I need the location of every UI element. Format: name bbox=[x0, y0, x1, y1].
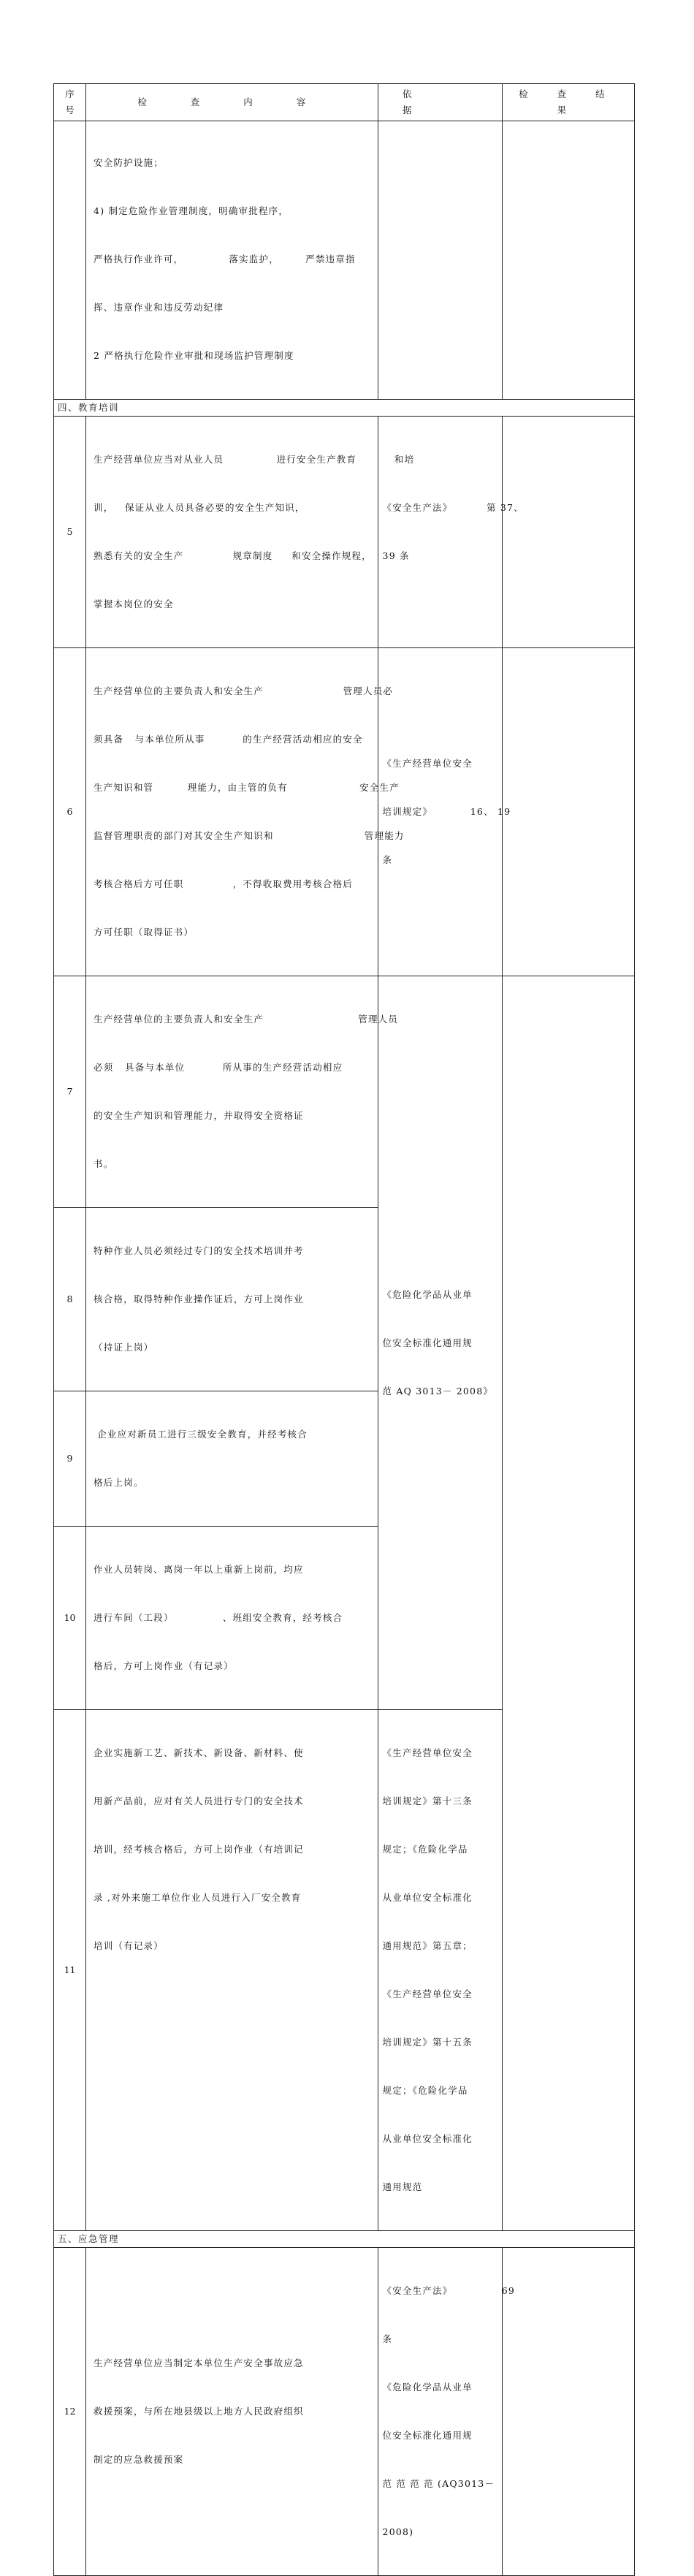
text-line: 掌握本岗位的安全 bbox=[94, 599, 174, 609]
content-cell bbox=[86, 2248, 378, 2576]
section-title: 五、应急管理 bbox=[54, 2231, 635, 2248]
content-cell bbox=[86, 648, 405, 976]
text-line: 2008) bbox=[382, 2526, 414, 2537]
text-line: 格后，方可上岗作业（有记录） bbox=[94, 1660, 234, 1671]
basis-cell bbox=[378, 2248, 516, 2576]
basis-cell-merged bbox=[378, 976, 502, 1710]
text-line: 制定的应急救援预案 bbox=[94, 2454, 184, 2465]
basis-cell bbox=[378, 1710, 502, 2231]
text-line: 从业单位安全标准化 bbox=[382, 2133, 473, 2144]
text-line: 4) 制定危险作业管理制度，明确审批程序， bbox=[94, 205, 289, 216]
content-cell bbox=[86, 121, 378, 400]
text-line: （持证上岗） bbox=[94, 1342, 154, 1353]
text-line: 格后上岗。 bbox=[94, 1477, 144, 1488]
text-line: 范 范 范 范 (AQ3013－ bbox=[382, 2478, 495, 2489]
text-line: 生产经营单位的主要负责人和安全生产 管理人员 bbox=[94, 1014, 399, 1025]
text-line: 方可任职（取得证书） bbox=[94, 927, 194, 938]
section-heading-row bbox=[54, 2231, 635, 2248]
text-line: 位安全标准化通用规 bbox=[382, 2430, 473, 2441]
content-cell bbox=[86, 1208, 378, 1391]
text-line: 生产经营单位的主要负责人和安全生产 管理人员必 bbox=[94, 685, 394, 696]
result-cell-merged bbox=[502, 976, 634, 2231]
text-line: 挥、违章作业和违反劳动纪律 bbox=[94, 302, 224, 313]
text-line: 培训规定》第十三条 bbox=[382, 1796, 473, 1806]
text-line: 用新产品前，应对有关人员进行专门的安全技术 bbox=[94, 1796, 304, 1806]
text-line: 培训，经考核合格后，方可上岗作业（有培训记 bbox=[94, 1844, 304, 1855]
text-line: 《危险化学品从业单 bbox=[382, 2382, 473, 2393]
text-line: 熟悉有关的安全生产 规章制度 和安全操作规程， bbox=[94, 550, 372, 561]
text-line: 企业实施新工艺、新技术、新设备、新材料、使 bbox=[94, 1747, 304, 1758]
text-line: 条 bbox=[382, 854, 393, 865]
basis-cell bbox=[378, 648, 511, 976]
table-row bbox=[54, 417, 635, 648]
text-line: 的安全生产知识和管理能力，并取得安全资格证 bbox=[94, 1110, 304, 1121]
text-line: 作业人员转岗、离岗一年以上重新上岗前，均应 bbox=[94, 1564, 304, 1575]
result-cell bbox=[502, 121, 634, 400]
content-cell bbox=[86, 976, 399, 1208]
header-result: 检 查 结 果 bbox=[502, 84, 634, 121]
table-row bbox=[54, 2248, 635, 2576]
text-line: 监督管理职责的部门对其安全生产知识和 管理能力 bbox=[94, 830, 405, 841]
text-line: 规定；《危险化学品 bbox=[382, 1844, 468, 1855]
text-line: 《生产经营单位安全 bbox=[382, 758, 473, 769]
text-line: 进行车间（工段） 、班组安全教育，经考核合 bbox=[94, 1612, 343, 1623]
table-row bbox=[54, 648, 635, 976]
row-number: 8 bbox=[54, 1208, 86, 1391]
text-line: 通用规范》第五章； bbox=[382, 1940, 473, 1951]
text-line: 生产经营单位应当制定本单位生产安全事故应急 bbox=[94, 2357, 304, 2368]
text-line: 通用规范 bbox=[382, 2181, 423, 2192]
section-heading-row bbox=[54, 400, 635, 417]
text-line: 生产经营单位应当对从业人员 进行安全生产教育 和培 bbox=[94, 454, 415, 465]
text-line: 从业单位安全标准化 bbox=[382, 1892, 473, 1903]
text-line: 《生产经营单位安全 bbox=[382, 1747, 473, 1758]
section-title: 四、教育培训 bbox=[54, 400, 635, 417]
basis-cell bbox=[378, 417, 524, 648]
text-line: 必须 具备与本单位 所从事的生产经营活动相应 bbox=[94, 1062, 343, 1073]
result-cell bbox=[502, 648, 634, 976]
table-header-row bbox=[54, 84, 635, 121]
text-line: 书。 bbox=[94, 1158, 114, 1169]
text-line: 条 bbox=[382, 2333, 393, 2344]
row-number: 5 bbox=[54, 417, 86, 648]
text-line: 培训规定》 16、 19 bbox=[382, 806, 511, 817]
result-cell bbox=[502, 417, 634, 648]
text-line: 企业应对新员工进行三级安全教育，并经考核合 bbox=[94, 1429, 308, 1440]
text-line: 核合格，取得特种作业操作证后，方可上岗作业 bbox=[94, 1293, 304, 1304]
text-line: 规定；《危险化学品 bbox=[382, 2085, 468, 2096]
text-line: 安全防护设施； bbox=[94, 157, 164, 168]
row-number: 7 bbox=[54, 976, 86, 1208]
row-number: 11 bbox=[54, 1710, 86, 2231]
text-line: 培训规定》第十五条 bbox=[382, 2037, 473, 2048]
text-line: 《安全生产法》 69 bbox=[382, 2285, 516, 2296]
text-line: 39 条 bbox=[382, 550, 410, 561]
text-line: 特种作业人员必须经过专门的安全技术培训并考 bbox=[94, 1245, 304, 1256]
text-line: 须具备 与本单位所从事 的生产经营活动相应的安全 bbox=[94, 734, 363, 745]
text-line: 范 AQ 3013－ 2008》 bbox=[382, 1385, 494, 1397]
table-row-continuation bbox=[54, 121, 635, 400]
row-number: 12 bbox=[54, 2248, 86, 2576]
result-cell bbox=[502, 2248, 634, 2576]
text-line: 2 严格执行危险作业审批和现场监护管理制度 bbox=[94, 350, 294, 361]
table-row bbox=[54, 976, 635, 1208]
row-number-empty bbox=[54, 121, 86, 400]
text-line: 考核合格后方可任职 ，不得收取费用考核合格后 bbox=[94, 878, 354, 889]
text-line: 严格执行作业许可， 落实监护， 严禁违章指 bbox=[94, 254, 356, 265]
text-line: 位安全标准化通用规 bbox=[382, 1337, 473, 1348]
basis-cell bbox=[378, 121, 502, 400]
content-cell bbox=[86, 1527, 378, 1710]
header-basis: 依 据 bbox=[378, 84, 502, 121]
row-number: 9 bbox=[54, 1391, 86, 1527]
row-number: 6 bbox=[54, 648, 86, 976]
content-cell bbox=[86, 1391, 378, 1527]
inspection-table bbox=[53, 83, 635, 2576]
text-line: 《生产经营单位安全 bbox=[382, 1988, 473, 1999]
text-line: 训， 保证从业人员具备必要的安全生产知识， bbox=[94, 502, 305, 513]
text-line: 培训（有记录） bbox=[94, 1940, 164, 1951]
text-line: 生产知识和管 理能力，由主管的负有 安全生产 bbox=[94, 782, 400, 793]
text-line: 救援预案，与所在地县级以上地方人民政府组织 bbox=[94, 2406, 304, 2417]
text-line: 《危险化学品从业单 bbox=[382, 1288, 473, 1300]
header-content: 检 查 内 容 bbox=[86, 84, 378, 121]
row-number: 10 bbox=[54, 1527, 86, 1710]
header-no: 序 号 bbox=[54, 84, 86, 121]
text-line: 录 ,对外来施工单位作业人员进行入厂安全教育 bbox=[94, 1892, 302, 1903]
content-cell bbox=[86, 1710, 378, 2231]
text-line: 《安全生产法》 第 37、 bbox=[382, 502, 524, 513]
